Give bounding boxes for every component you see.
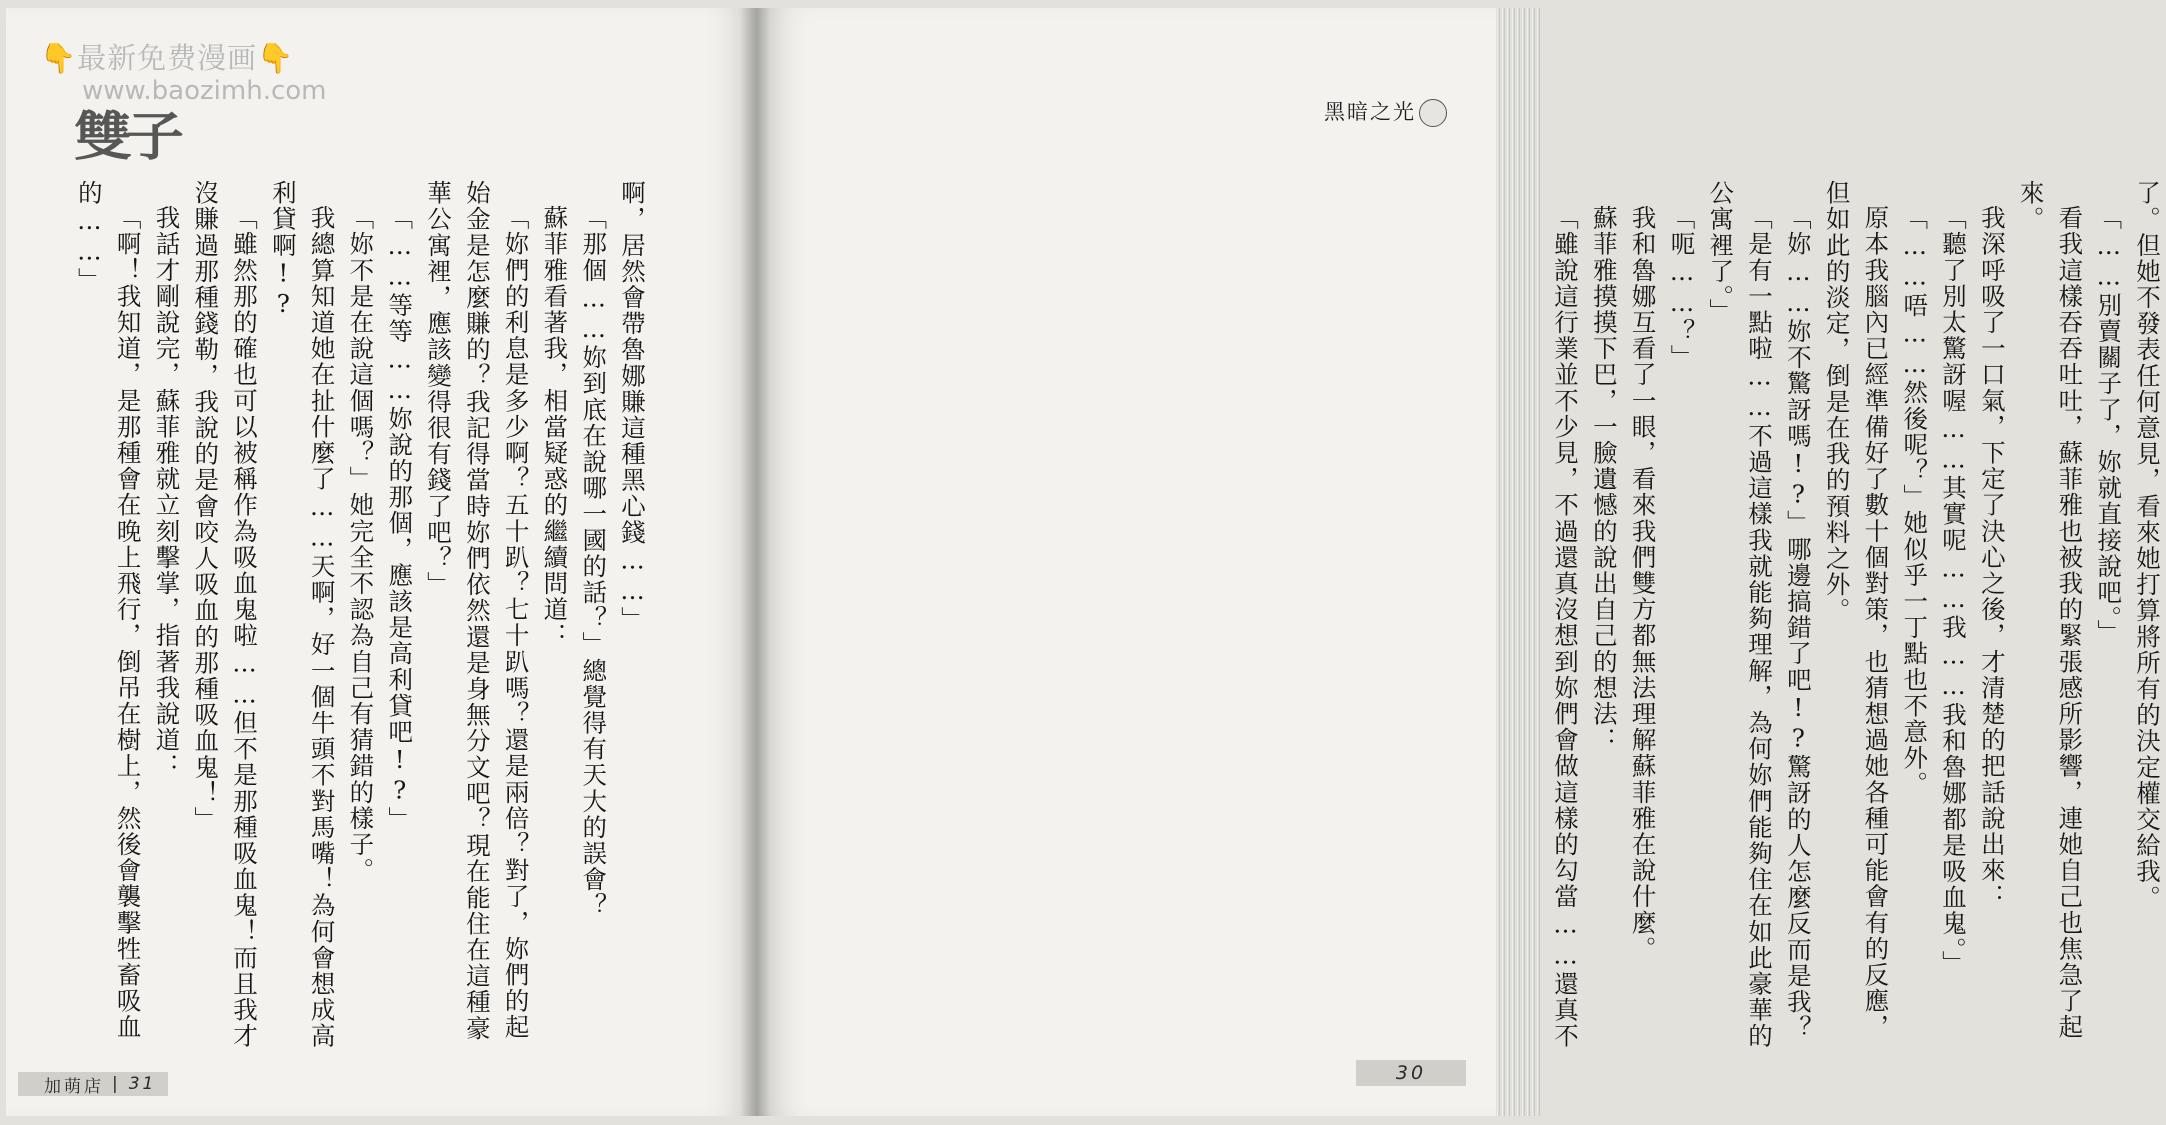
page-number: 31 (128, 1074, 157, 1094)
page-edges (1496, 8, 1542, 1116)
paragraph: 蘇菲雅摸摸下巴，一臉遺憾的說出自己的想法： (1589, 204, 1619, 753)
pointing-down-icon: 👇 (257, 41, 295, 75)
paragraph: 我總算知道她在扯什麼了……天啊，好一個牛頭不對馬嘴！為何會想成高利貸啊!? (268, 180, 337, 1049)
header-title: 黑暗之光 (1324, 100, 1416, 124)
pointing-down-icon: 👇 (40, 41, 78, 75)
paragraph: 我話才剛說完，蘇菲雅就立刻擊掌，指著我說道： (152, 204, 182, 779)
paragraph: 「妳不是在說這個嗎？」她完全不認為自己有猜錯的樣子。 (346, 204, 376, 884)
paragraph: 「是有一點啦……不過這樣我就能夠理解，為何妳們能夠住在如此豪華的公寓裡了。」 (1706, 180, 1775, 1049)
watermark-url: www.baozimh.com (82, 76, 327, 106)
paragraph: 「呃……？」 (1667, 204, 1697, 371)
right-page (756, 8, 2162, 1116)
paragraph: 「……等等……妳說的那個，應該是高利貸吧!?」 (385, 204, 415, 832)
paragraph: 「啊！我知道，是那種會在晚上飛行，倒吊在樹上，然後會襲擊牲畜吸血的……」 (74, 180, 143, 1040)
paragraph: 啊，居然會帶魯娜賺這種黑心錢……」 (618, 180, 647, 633)
footer-label: 加萌店 (44, 1076, 104, 1097)
paragraph: 「……唔……然後呢？」她似乎一丁點也不意外。 (1900, 204, 1930, 797)
running-header (1324, 96, 1447, 127)
left-page (6, 8, 756, 1116)
paragraph: 「那個……妳到底在說哪一國的話？」總覺得有天大的誤會？ (579, 204, 609, 919)
paragraph: 「妳們的利息是多少啊？五十趴？七十趴嗎？還是兩倍？對了，妳們的起始金是怎麼賺的？我記得當時妳們依然還是身無分文吧？現在能住在這種豪華公寓裡，應該變得很有錢了吧？」 (424, 180, 531, 1042)
paragraph: 原本我腦內已經準備好了數十個對策，也猜想過她各種可能會有的反應，但如此的淡定，倒是在我的預料之外。 (1822, 180, 1891, 1040)
page-number: 30 (1356, 1060, 1466, 1086)
title-art: 雙子 (74, 105, 179, 168)
paragraph: 我深呼吸了一口氣，下定了決心之後，才清楚的把話說出來： (1977, 204, 2007, 910)
book-gutter (740, 8, 770, 1116)
paragraph: 「聽了別太驚訝喔……其實呢……我……我和魯娜都是吸血鬼。」 (1939, 204, 1969, 977)
left-page-footer (18, 1072, 168, 1096)
paragraph: 我和魯娜互看了一眼，看來我們雙方都無法理解蘇菲雅在說什麼。 (1628, 204, 1658, 962)
watermark-text (40, 36, 294, 77)
paragraph: 「……別賣關子了，妳就直接說吧。」 (2094, 204, 2124, 645)
chapter-badge-icon (1419, 99, 1447, 127)
paragraph: 蘇菲雅看著我，相當疑惑的繼續問道： (540, 204, 570, 649)
paragraph: 看我這樣吞吞吐吐，蘇菲雅也被我的緊張感所影響，連她自己也焦急了起來。 (2016, 180, 2085, 1040)
watermark-line1: 最新免费漫画 (77, 41, 258, 75)
left-page-text (74, 180, 651, 1050)
paragraph: 了。但她不發表任何意見，看來她打算將所有的決定權交給我。 (2133, 180, 2162, 911)
paragraph: 「雖然那的確也可以被稱作為吸血鬼啦……但不是那種吸血鬼！而且我才沒賺過那種錢勒，我說的是會咬人吸血的那種吸血鬼！」 (191, 180, 260, 1049)
footer-separator: | (112, 1074, 121, 1094)
paragraph: 「妳……妳不驚訝嗎!?」哪邊搞錯了吧!?驚訝的人怎麼反而是我？ (1783, 204, 1813, 1041)
paragraph: 「雖說這行業並不少見，不過還真沒想到妳們會做這樣的勾當……還真不 (1551, 204, 1581, 1049)
